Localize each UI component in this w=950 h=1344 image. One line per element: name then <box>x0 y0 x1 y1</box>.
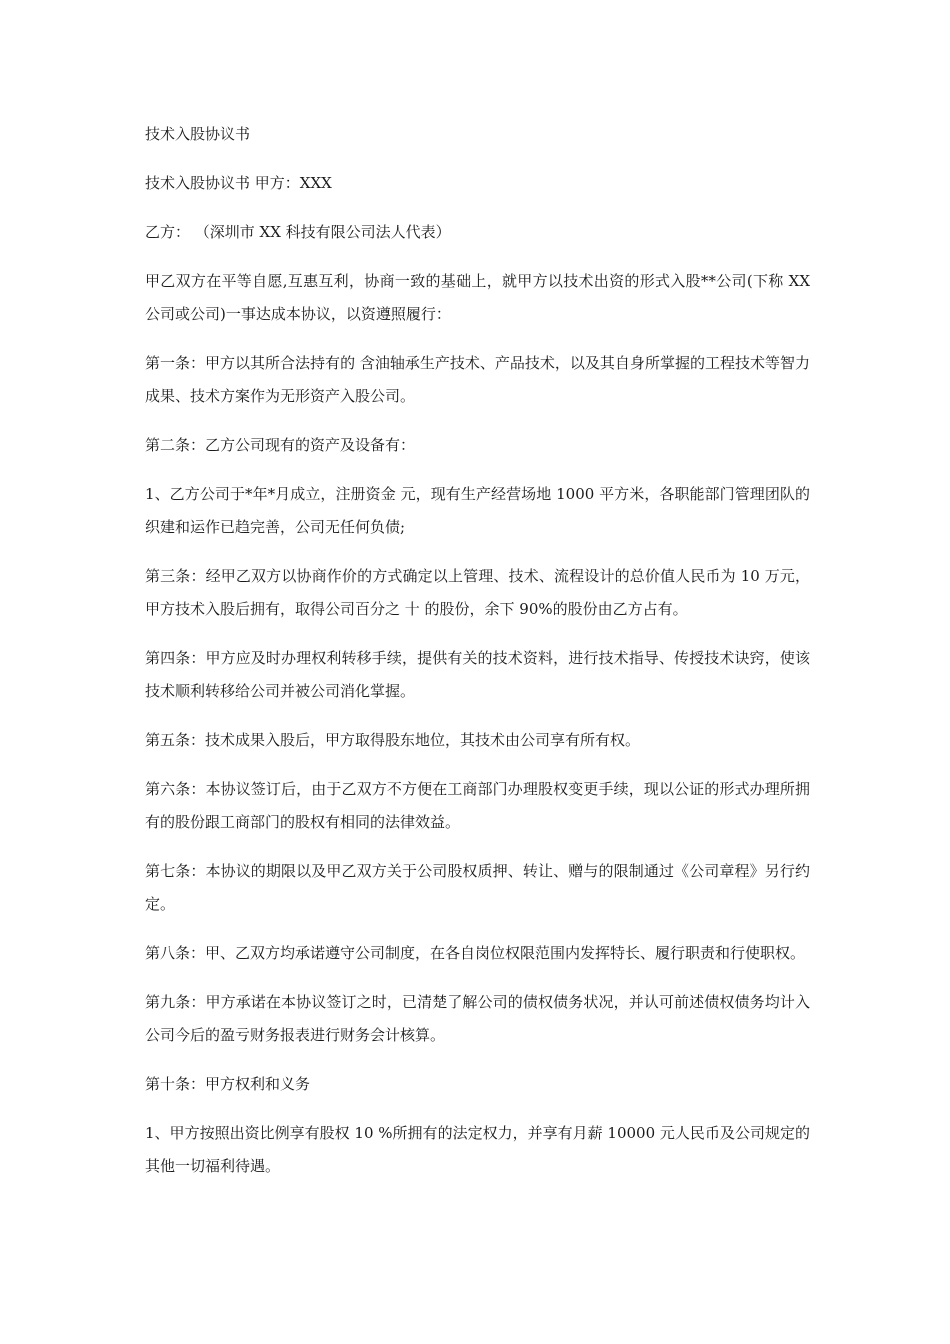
article-7: 第七条：本协议的期限以及甲乙双方关于公司股权质押、转让、赠与的限制通过《公司章程》另行约定。 <box>145 862 810 913</box>
article-3: 第三条：经甲乙双方以协商作价的方式确定以上管理、技术、流程设计的总价值人民币为 10 万元，甲方技术入股后拥有，取得公司百分之 十 的股份，余下 90%的股份由乙方占有。 <box>145 567 810 618</box>
article-2-item-1: 1、乙方公司于*年*月成立，注册资金 元，现有生产经营场地 1000 平方米，各职能部门管理团队的织建和运作已趋完善，公司无任何负债; <box>145 485 810 536</box>
article-4: 第四条：甲方应及时办理权利转移手续，提供有关的技术资料，进行技术指导、传授技术诀窍，使该技术顺利转移给公司并被公司消化掌握。 <box>145 649 810 700</box>
party-b-line: 乙方： （深圳市 XX 科技有限公司法人代表） <box>145 223 451 241</box>
article-8: 第八条：甲、乙双方均承诺遵守公司制度，在各自岗位权限范围内发挥特长、履行职责和行使职权。 <box>145 944 806 962</box>
document-body <box>145 118 810 1199</box>
article-2: 第二条：乙方公司现有的资产及设备有： <box>145 436 416 454</box>
article-5: 第五条：技术成果入股后，甲方取得股东地位，其技术由公司享有所有权。 <box>145 731 641 749</box>
document-title: 技术入股协议书 <box>145 125 251 143</box>
title-party-a-line: 技术入股协议书 甲方：XXX <box>145 174 332 192</box>
article-10: 第十条：甲方权利和义务 <box>145 1075 311 1093</box>
article-6: 第六条：本协议签订后，由于乙双方不方便在工商部门办理股权变更手续，现以公证的形式办理所拥有的股份跟工商部门的股权有相同的法律效益。 <box>145 780 810 831</box>
article-1: 第一条：甲方以其所合法持有的 含油轴承生产技术、产品技术，以及其自身所掌握的工程技术等智力成果、技术方案作为无形资产入股公司。 <box>145 354 810 405</box>
preamble-paragraph: 甲乙双方在平等自愿,互惠互利，协商一致的基础上，就甲方以技术出资的形式入股**公司(下称 XX 公司或公司)一事达成本协议，以资遵照履行： <box>145 272 810 323</box>
article-10-item-1: 1、甲方按照出资比例享有股权 10 %所拥有的法定权力，并享有月薪 10000 元人民币及公司规定的其他一切福利待遇。 <box>145 1124 810 1175</box>
article-9: 第九条：甲方承诺在本协议签订之时，已清楚了解公司的债权债务状况，并认可前述债权债务均计入公司今后的盈亏财务报表进行财务会计核算。 <box>145 993 810 1044</box>
